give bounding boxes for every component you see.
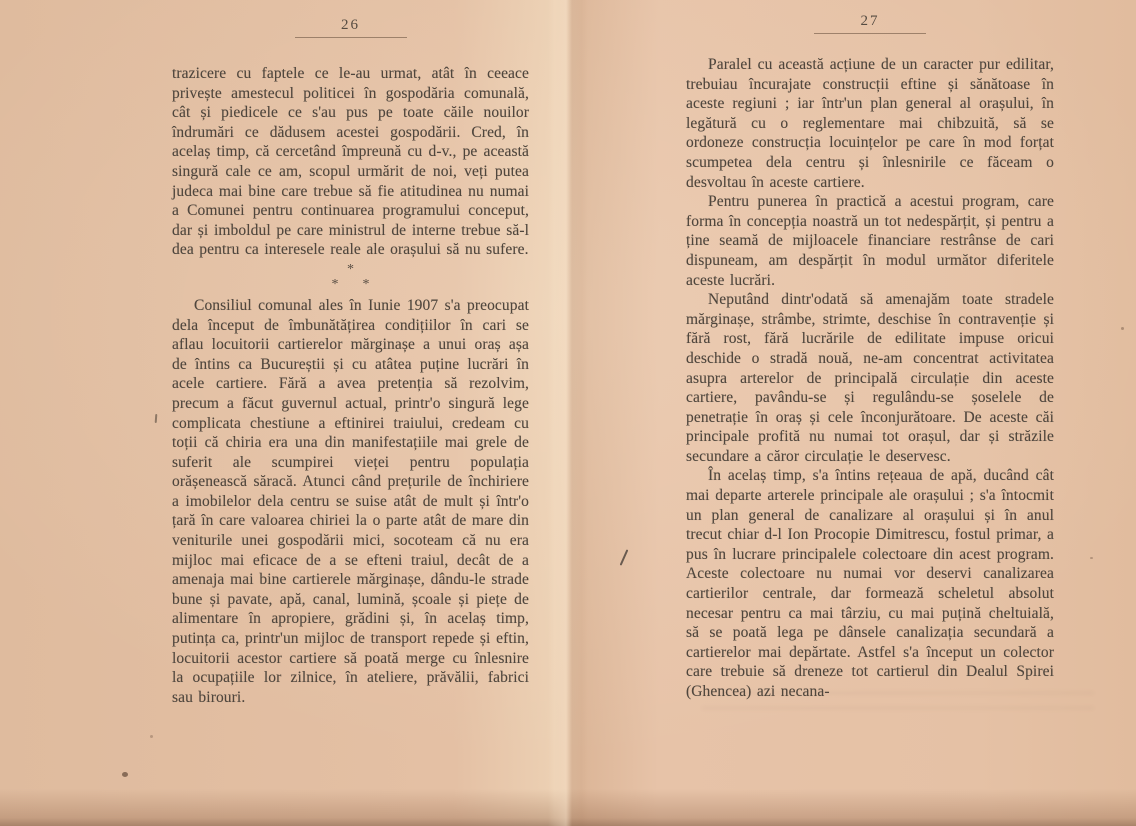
page-gutter-crease: [548, 0, 588, 826]
asterisk-icon: *: [331, 276, 339, 292]
paragraph: Consiliul comunal ales în Iunie 1907 s'a preocupat dela început de îmbunătățirea condițiilor în cari se aflau locuitorii cartierelor mărginașe a unui oraș așa de întins ca Bucureștii și cu atâtea puține lucrări în acele cartiere. Fără a avea pretenția să rezolvim, precum a făcut guvernul actual, printr'o singură lege complicata chestiune a eftinirei traiului, credeam cu toții că chiria era una din manifestațiile mai grele de suferit ale scumpirei vieței pentru populația orășenească săracă. Atunci când prețurile de închiriere a imobilelor dela centru se suise atât de mult și într'o țară în care valoarea chiriei la o parte atât de mare din veniturile unei gospodării mici, socoteam că nu era mijloc mai eficace de a se efteni traiul, decât de a amenaja mai bine cartierele mărginașe, dându-le strade bune și pavate, apă, canal, lumină, școale și piețe de alimentare în apropiere, grădini și, în acelaș timp, putința ca, printr'un mijloc de transport repede și eftin, locuitorii acestor cartiere să poată merge cu înlesnire la ocupațiile lor zilnice, în ateliere, prăvălii, fabrici sau birouri.: [172, 296, 529, 706]
paragraph: Paralel cu această acțiune de un caracter pur edilitar, trebuiau încurajate construcții eftine și sănătoase în aceste regiuni ; iar într'un plan general al orașului, în legătură cu o reglementare mai chibzuită, să se ordoneze construcția locuințelor pe care în mod forțat scumpetea dela centru și înlesnirile ce făceam o desvoltau în aceste cartiere.: [686, 56, 1054, 191]
paragraph: trazicere cu faptele ce le-au urmat, atât în ceeace privește amestecul politicei în gospodăria comunală, cât și piedicele ce s'au pus pe toate căile nouilor îndrumări ce dădusem acestei gospodării. Cred, în acelaș timp, că cercetând împreună cu d-v., pe această singură cale ce am, scopul urmărit de noi, veți putea judeca mai bine care trebue să fie atitudinea nu numai a Comunei pentru continuarea programului conceput, dar și imboldul pe care ministrul de interne trebue să-l dea pentru ca interesele reale ale orașului să nu sufere.: [172, 65, 529, 259]
right-header-rule: [814, 33, 926, 34]
margin-tick-mark: [155, 414, 158, 423]
ink-speck: [150, 735, 153, 738]
left-page-header: [172, 16, 529, 38]
ink-speck: [122, 772, 128, 777]
ink-speck: [1090, 557, 1093, 559]
ink-speck: [1121, 327, 1124, 330]
right-page-text-block: [686, 55, 1054, 702]
margin-pencil-mark: [620, 549, 629, 565]
paragraph: În acelaș timp, s'a întins rețeaua de apă, ducând cât mai departe arterele principale ale orașului ; s'a întocmit un plan general de canalizare al orașului și în anul trecut chiar d-l Ion Procopie Dimitrescu, fostul primar, a pus în lucrare principalele colectoare din acest program. Aceste colectoare nu numai vor deservi canalizarea cartierilor centrale, dar formează scheletul absolut necesar pentru ca mai târziu, cu mai puțină cheltuială, să se poată lega pe dânsele canalizația secundară a cartierelor mai depărtate. Astfel s'a început un colector care trebuie să dreneze tot cartierul din Dealul Spirei (Ghencea) azi necana-: [686, 467, 1054, 700]
left-header-rule: [295, 37, 407, 38]
right-page-number: 27: [860, 13, 880, 29]
asterisk-icon: *: [362, 276, 370, 292]
paragraph: Pentru punerea în practică a acestui program, care forma în concepția noastră un tot nedespărțit, și pentru a ține seamă de mijloacele financiare restrânse de cari dispuneam, am despărțit în modul următor diferitele aceste lucrări.: [686, 193, 1054, 289]
asterisk-icon: *: [347, 261, 354, 277]
left-page-text-block: [172, 64, 529, 707]
paragraph: Neputând dintr'odată să amenajăm toate stradele mărginașe, strâmbe, strimte, deschise în contravenție și fără rost, fără lucrările de edilitate impuse oricui deschide o stradă nouă, ne-am concentrat activitatea asupra arterelor de principală circulație din aceste cartiere, pavându-se și regulându-se șoselele de penetrație în oraș și cele înconjurătoare. De aceste căi principale profită nu numai tot orașul, dar și străzile secundare a căror circulație le deservesc.: [686, 291, 1054, 465]
left-page-number: 26: [341, 17, 360, 33]
left-page: [172, 16, 529, 707]
right-page-header: [686, 12, 1054, 34]
asterism-separator: [172, 261, 529, 292]
right-page: [686, 12, 1054, 702]
